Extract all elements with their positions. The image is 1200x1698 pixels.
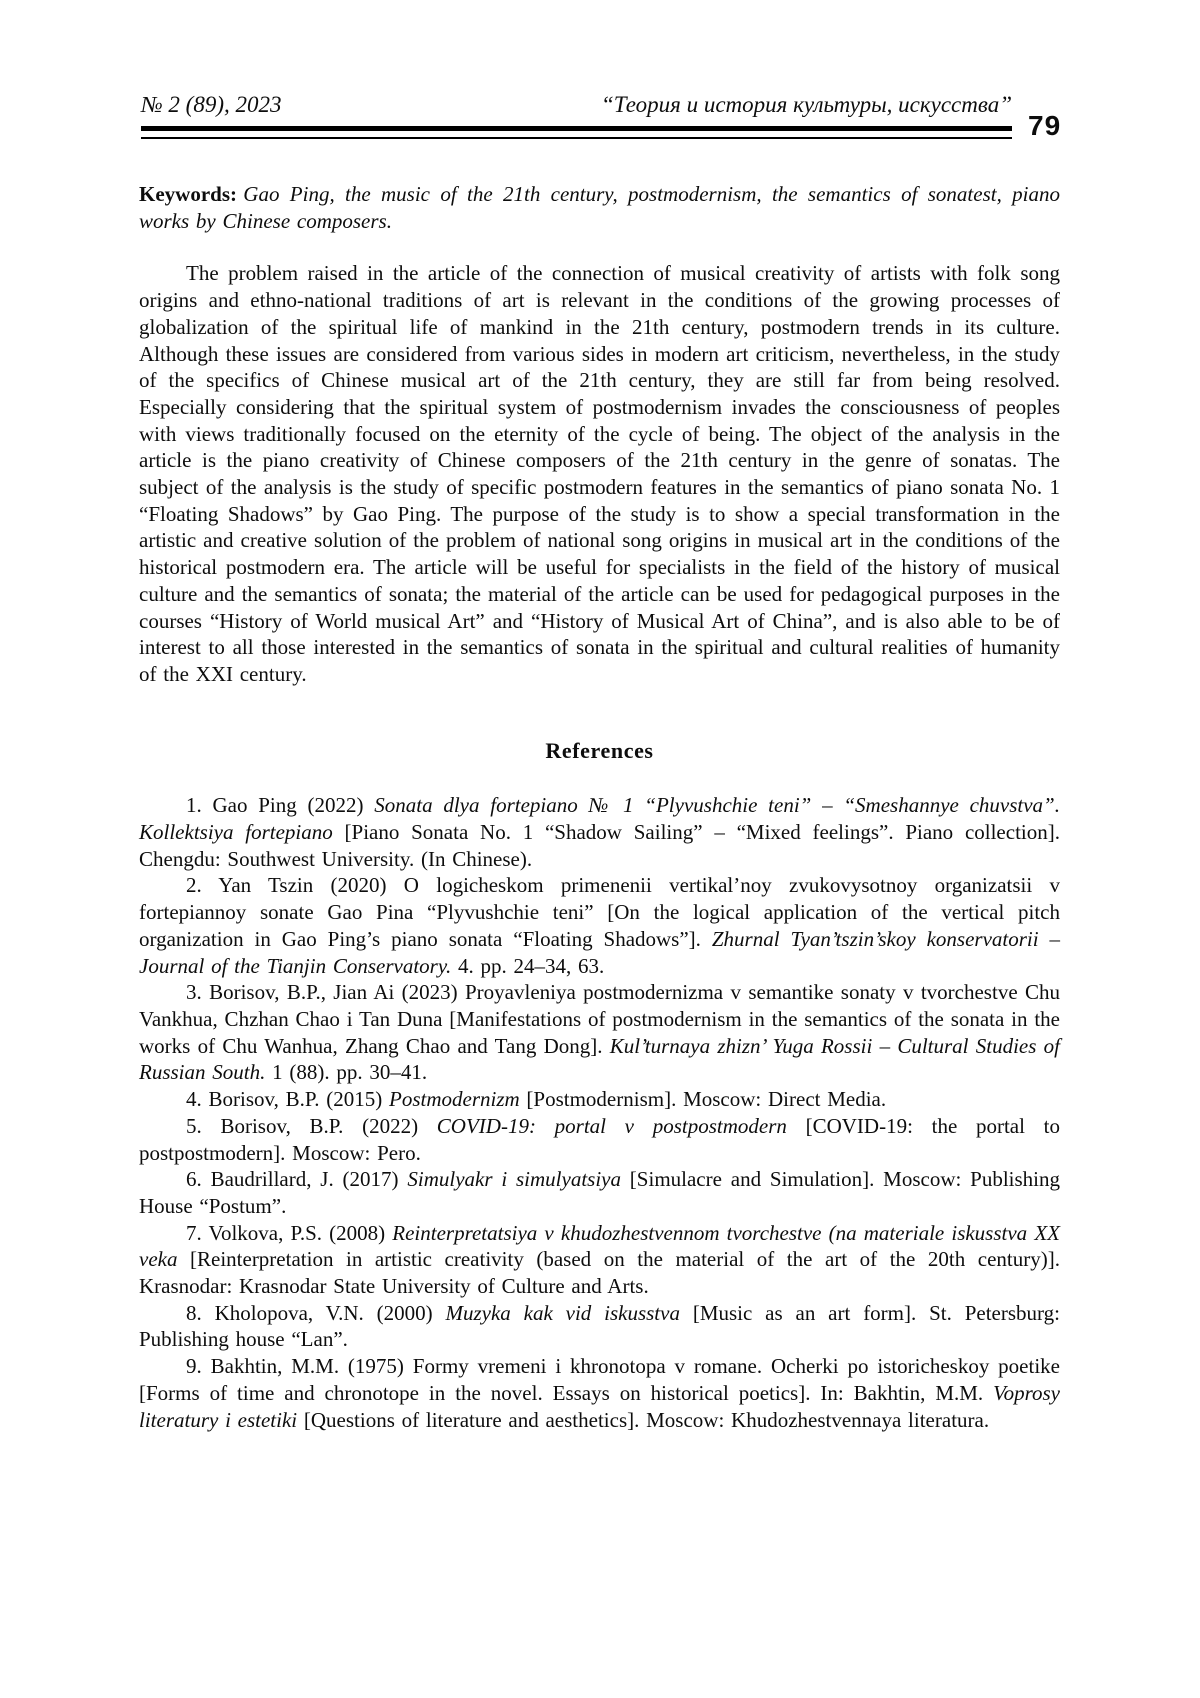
references-heading: References bbox=[545, 737, 654, 763]
journal-title: “Теория и история культуры, искусства” bbox=[601, 92, 1012, 117]
keywords-text: Gao Ping, the music of the 21th century, postmodernism, the semantics of sonatest, piano works by Chinese composers. bbox=[139, 182, 1060, 233]
reference-item: 8. Kholopova, V.N. (2000) Muzyka kak vid iskusstva [Music as an art form]. St. Petersburg: Publishing house “Lan”. bbox=[139, 1300, 1060, 1352]
reference-item: 6. Baudrillard, J. (2017) Simulyakr i simulyatsiya [Simulacre and Simulation]. Moscow: Publishing House “Postum”. bbox=[139, 1167, 1060, 1218]
reference-item: 1. Gao Ping (2022) Sonata dlya fortepiano № 1 “Plyvushchie teni” – “Smeshannye chuvstva”. Kollektsiya fortepiano [Piano Sonata No. 1 “Shadow Sailing” – “Mixed feelings”. Piano collection]. Chengdu: Southwest University. (In Chinese). bbox=[139, 793, 1060, 871]
page-content bbox=[139, 181, 1060, 1433]
abstract-paragraph: The problem raised in the article of the connection of musical creativity of artists with folk song origins and ethno-national traditions of art is relevant in the conditions of the growing processes of globalization of the spiritual life of mankind in the 21th century, postmodern trends in its culture. Although these issues are considered from various sides in modern art criticism, nevertheless, in the study of the specifics of Chinese musical art of the 21th century, they are still far from being resolved. Especially considering that the spiritual system of postmodernism invades the consciousness of peoples with views traditionally focused on the eternity of the cycle of being. The object of the analysis in the article is the piano creativity of Chinese composers of the 21th century in the genre of sonatas. The subject of the analysis is the study of specific postmodern features in the semantics of piano sonata No. 1 “Floating Shadows” by Gao Ping. The purpose of the study is to show a special transformation in the artistic and creative solution of the problem of national song origins in musical art in the conditions of the historical postmodern era. The article will be useful for specialists in the field of the history of musical culture and the semantics of sonata; the material of the article can be used for pedagogical purposes in the courses “History of World musical Art” and “History of Musical Art of China”, and is also able to be of interest to all those interested in the semantics of sonata in the spiritual and cultural realities of humanity of the XXI century. bbox=[139, 261, 1060, 686]
issue-label: № 2 (89), 2023 bbox=[141, 92, 282, 117]
page-number: 79 bbox=[1028, 110, 1062, 141]
reference-item: 3. Borisov, B.P., Jian Ai (2023) Proyavleniya postmodernizma v semantike sonaty v tvorchestve Chu Vankhua, Chzhan Chao i Tan Duna [Manifestations of postmodernism in the semantics of the sonata in the works of Chu Wanhua, Zhang Chao and Tang Dong]. Kul’turnaya zhizn’ Yuga Rossii – Cultural Studies of Russian South. 1 (88). pp. 30–41. bbox=[139, 980, 1061, 1085]
reference-item: 4. Borisov, B.P. (2015) Postmodernizm [Postmodernism]. Moscow: Direct Media. bbox=[186, 1087, 887, 1112]
keywords-paragraph bbox=[139, 181, 1060, 234]
keywords-label: Keywords: bbox=[139, 182, 237, 206]
reference-item: 2. Yan Tszin (2020) O logicheskom primenenii vertikal’noy zvukovysotnoy organizatsii v fortepiannoy sonate Gao Pina “Plyvushchie teni” [On the logical application of the vertical pitch organization in Gao Ping’s piano sonata “Floating Shadows”]. Zhurnal Tyan’tszin’skoy konservatorii – Journal of the Tianjin Conservatory. 4. pp. 24–34, 63. bbox=[139, 873, 1061, 978]
running-head bbox=[141, 92, 1012, 118]
header-double-rule bbox=[141, 126, 1012, 139]
reference-item: 7. Volkova, P.S. (2008) Reinterpretatsiya v khudozhestvennom tvorchestve (na materiale iskusstva XX veka [Reinterpretation in artistic creativity (based on the material of the art of the 20th century)]. Krasnodar: Krasnodar State University of Culture and Arts. bbox=[139, 1220, 1060, 1299]
page-header bbox=[141, 92, 1012, 139]
reference-item: 9. Bakhtin, M.M. (1975) Formy vremeni i khronotopa v romane. Ocherki po istoricheskoy poetike [Forms of time and chronotope in the novel. Essays on historical poetics]. In: Bakhtin, M.M. Voprosy literatury i estetiki [Questions of literature and aesthetics]. Moscow: Khudozhestvennaya literatura. bbox=[139, 1354, 1060, 1432]
reference-item: 5. Borisov, B.P. (2022) COVID-19: portal v postpostmodern [COVID-19: the portal to postpostmodern]. Moscow: Pero. bbox=[139, 1113, 1060, 1165]
